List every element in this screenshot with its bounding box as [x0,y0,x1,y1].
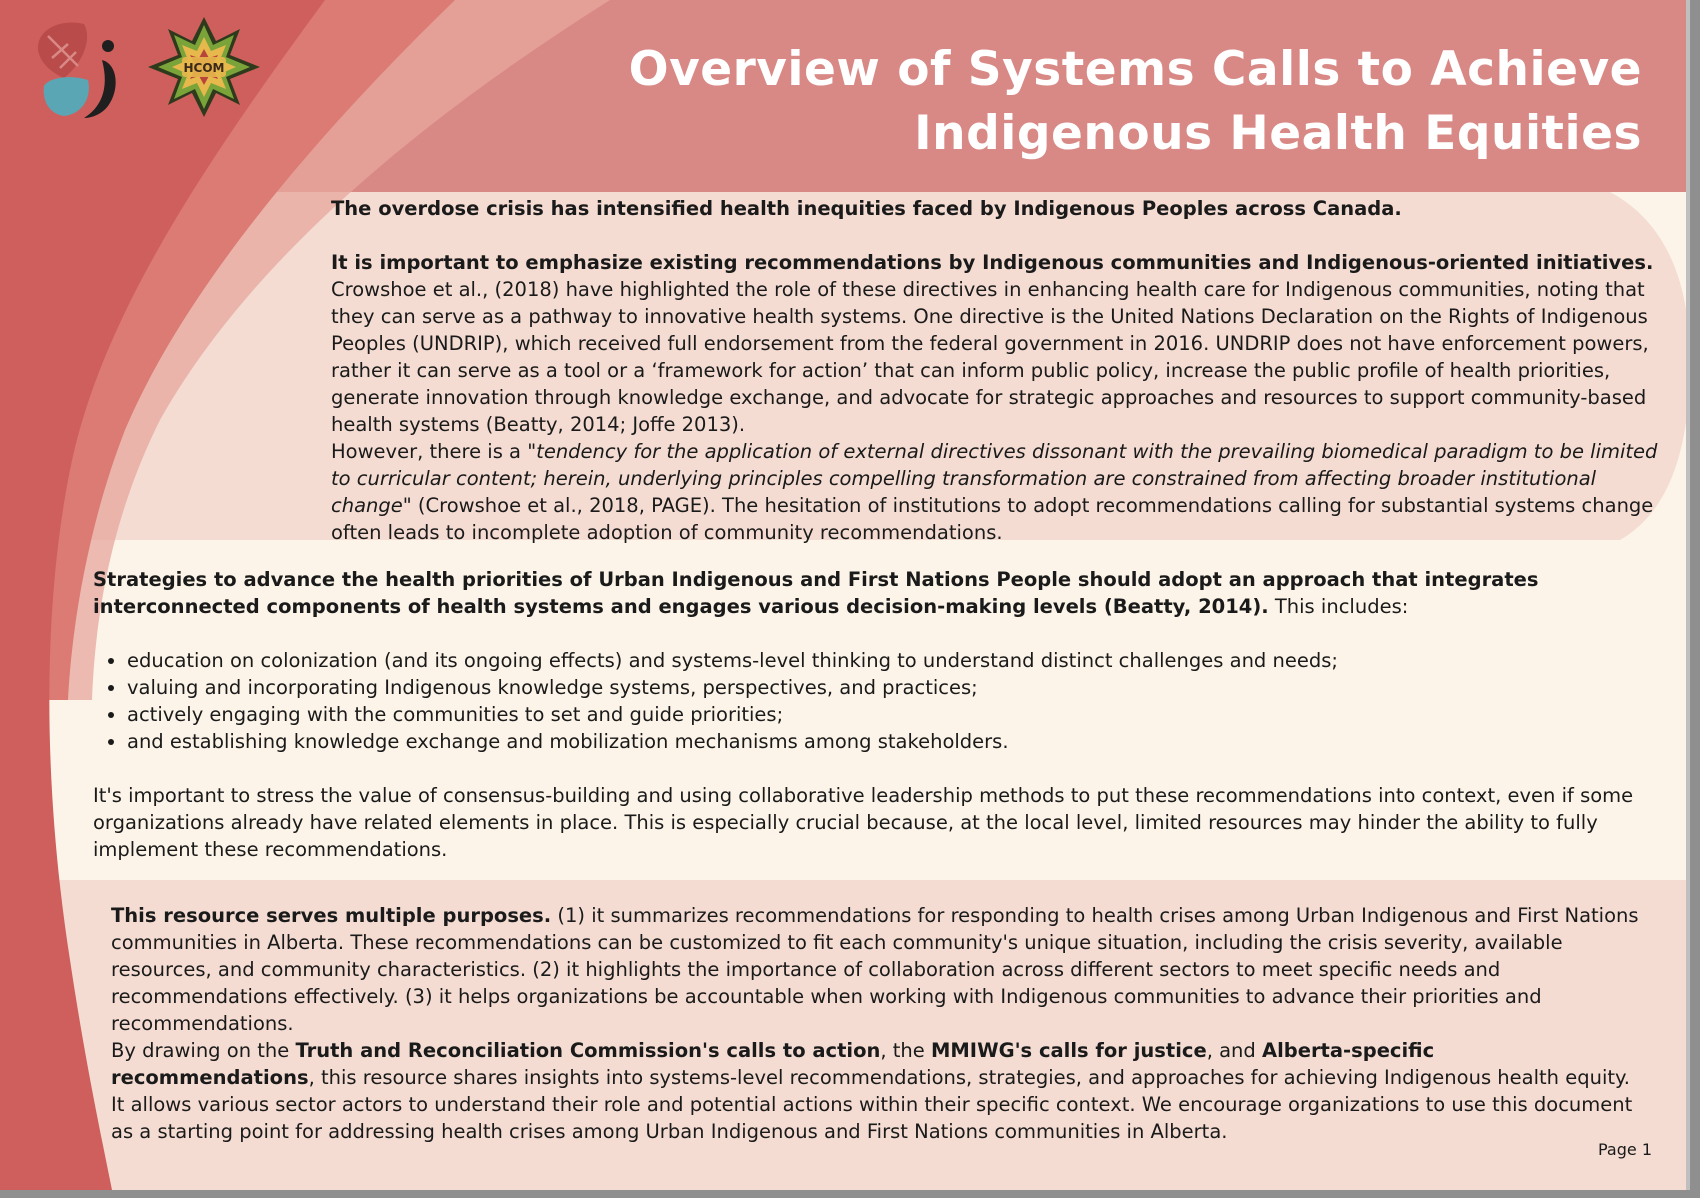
intro-paragraph [331,249,1666,438]
list-item: • education on colonization (and its ongoing effects) and systems-level thinking to understand distinct challenges and needs; [127,647,1687,674]
however-paragraph [331,438,1666,546]
trc-calls-bold: Truth and Reconciliation Commission's calls to action [295,1039,881,1062]
however-start: However, there is a [331,440,528,463]
mmiwg-calls-bold: MMIWG's calls for justice [931,1039,1207,1062]
consensus-paragraph: It's important to stress the value of consensus-building and using collaborative leadership methods to put these recommendations into context, even if some organizations already have related elements in place. This is especially crucial because, at the local level, limited resources may hinder the ability to fully implement these recommendations. [93,784,1634,861]
purpose-text: (1) it summarizes recommendations for responding to health crises among Urban Indigenous and First Nations communities in Alberta. These recommendations can be customized to fit each community's unique situation, including the crisis severity, available resources, and community characteristics. (2) it highlights the importance of collaboration across different sectors to meet specific needs and recommendations effectively. (3) it helps organizations be accountable when working with Indigenous communities to advance their priorities and recommendations. [111,904,1639,1035]
list-item: • valuing and incorporating Indigenous knowledge systems, perspectives, and practices; [127,674,1687,701]
list-item: • actively engaging with the communities to set and guide priorities; [127,701,1687,728]
strategies-bold: Strategies to advance the health priorities of Urban Indigenous and First Nations People should adopt an approach that integrates interconnected components of health systems and engages various decision-making levels (Beatty, 2014). [93,568,1539,618]
strategies-text: This includes: [1268,595,1409,618]
drawing-text-a: By drawing on the [111,1039,296,1062]
title-line-1: Overview of Systems Calls to Achieve [628,42,1642,97]
star-logo-text: HCOM [183,61,225,75]
intro-paragraph-bold: It is important to emphasize existing recommendations by Indigenous communities and Indigenous-oriented initiatives. [331,251,1654,274]
title-line-2: Indigenous Health Equities [914,106,1642,161]
page-number: Page 1 [1598,1140,1652,1159]
leaf-person-logo-icon [30,16,125,121]
purpose-bold: This resource serves multiple purposes. [111,904,552,927]
drawing-text-g: , this resource shares insights into systems-level recommendations, strategies, and approaches for achieving Indigenous health equity. It allows various sector actors to understand their role and potential actions within their specific context. We encourage organizations to use this document as a starting point for addressing health crises among Urban Indigenous and First Nations communities in Alberta. [111,1066,1633,1143]
crowshoe-quote: "tendency for the application of external directives dissonant with the prevailing biomedical paradigm to be limited to curricular content; herein, underlying principles compelling transformation are constrained from affecting broader institutional change" [331,440,1658,517]
strategies-list [93,647,1687,755]
strategies-paragraph [93,566,1673,620]
intro-lead: The overdose crisis has intensified health inequities faced by Indigenous Peoples across Canada. [331,197,1402,220]
page-title [492,38,1642,166]
drawing-on-paragraph [111,1037,1641,1145]
intro-paragraph-text: Crowshoe et al., (2018) have highlighted the role of these directives in enhancing health care for Indigenous communities, noting that they can serve as a pathway to innovative health systems. One directive is the United Nations Declaration on the Rights of Indigenous Peoples (UNDRIP), which received full endorsement from the federal government in 2016. UNDRIP does not have enforcement powers, rather it can serve as a tool or a ‘framework for action’ that can inform public policy, increase the public profile of health priorities, generate innovation through knowledge exchange, and advocate for strategic approaches and resources to support community-based health systems (Beatty, 2014; Joffe 2013). [331,278,1649,436]
alberta-recs-bold: Alberta-specific recommendations [111,1039,1435,1089]
drawing-text-e: , and [1206,1039,1262,1062]
list-item: • and establishing knowledge exchange and mobilization mechanisms among stakeholders. [127,728,1687,755]
however-end: (Crowshoe et al., 2018, PAGE). The hesitation of institutions to adopt recommendations calling for substantial systems change often leads to incomplete adoption of community recommendations. [331,494,1654,544]
drawing-text-c: , the [880,1039,931,1062]
hcom-star-logo-icon [144,14,264,120]
purpose-paragraph [111,902,1641,1037]
